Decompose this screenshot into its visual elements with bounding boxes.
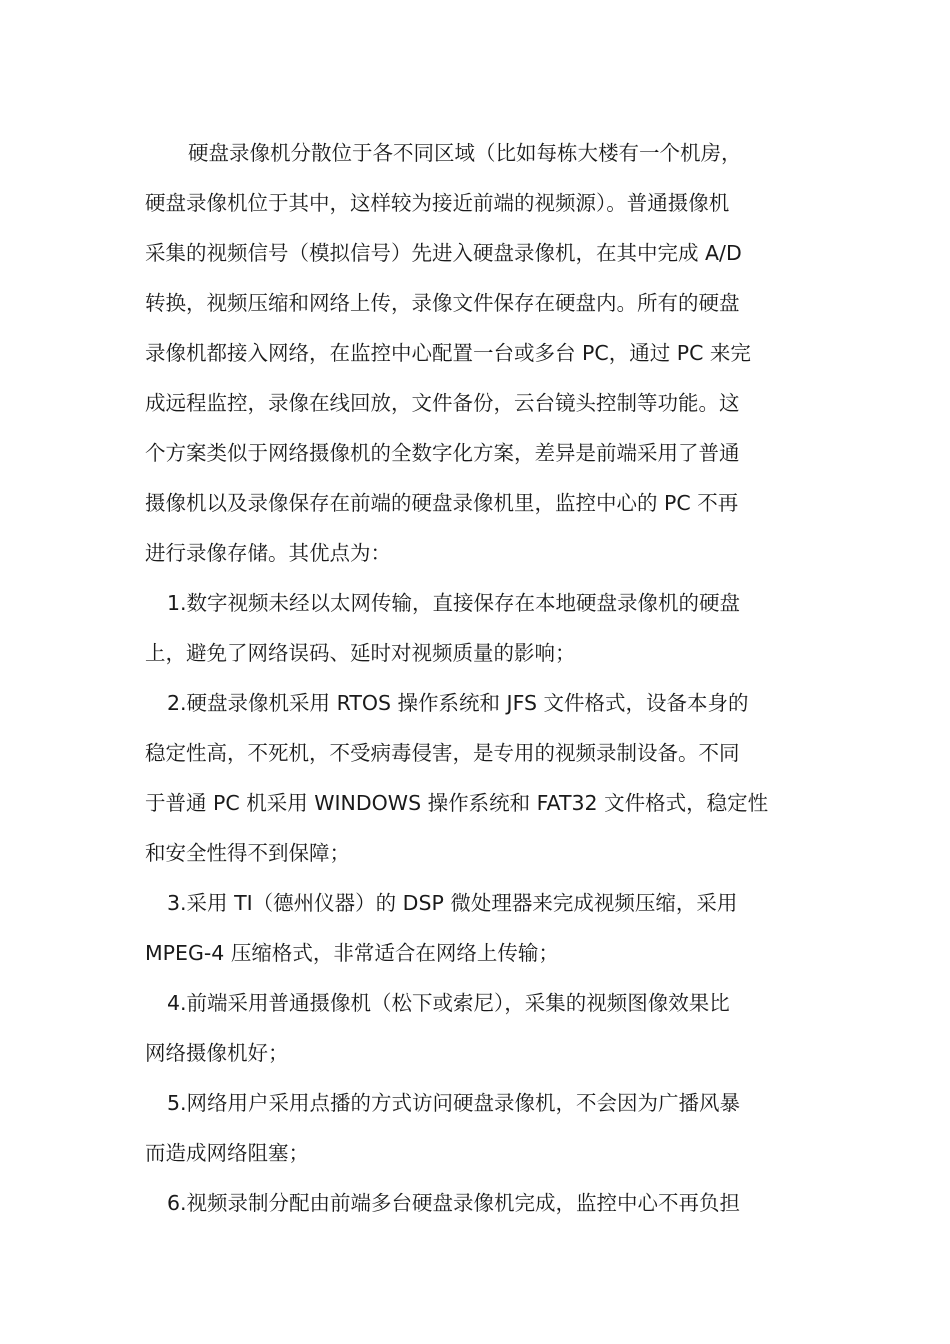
list-item-3 [145,878,810,978]
text-line: MPEG-4 压缩格式，非常适合在网络上传输； [145,941,559,965]
text-line: 硬盘录像机位于其中，这样较为接近前端的视频源）。普通摄像机 [145,191,730,215]
text-line: 和安全性得不到保障； [145,841,350,865]
text-line: 4.前端采用普通摄像机（松下或索尼），采集的视频图像效果比 [167,991,730,1015]
list-item-4 [145,978,810,1078]
text-line: 5.网络用户采用点播的方式访问硬盘录像机，不会因为广播风暴 [167,1091,741,1115]
list-item-6 [145,1178,810,1228]
text-line: 1.数字视频未经以太网传输，直接保存在本地硬盘录像机的硬盘 [167,591,741,615]
text-line: 上，避免了网络误码、延时对视频质量的影响； [145,641,576,665]
text-line: 于普通 PC 机采用 WINDOWS 操作系统和 FAT32 文件格式，稳定性 [145,791,769,815]
text-line: 采集的视频信号（模拟信号）先进入硬盘录像机，在其中完成 A/D [145,241,742,265]
list-item-5 [145,1078,810,1178]
text-line: 而造成网络阻塞； [145,1141,309,1165]
text-line: 转换，视频压缩和网络上传，录像文件保存在硬盘内。所有的硬盘 [145,291,740,315]
text-line: 网络摄像机好； [145,1041,289,1065]
text-line: 摄像机以及录像保存在前端的硬盘录像机里，监控中心的 PC 不再 [145,491,739,515]
text-line: 稳定性高，不死机，不受病毒侵害，是专用的视频录制设备。不同 [145,741,740,765]
text-line: 进行录像存储。其优点为： [145,541,391,565]
text-line: 6.视频录制分配由前端多台硬盘录像机完成，监控中心不再负担 [167,1191,741,1215]
document-body [145,128,810,1228]
text-line: 录像机都接入网络，在监控中心配置一台或多台 PC，通过 PC 来完 [145,341,751,365]
text-line: 2.硬盘录像机采用 RTOS 操作系统和 JFS 文件格式，设备本身的 [167,691,749,715]
text-line: 成远程监控，录像在线回放，文件备份，云台镜头控制等功能。这 [145,391,740,415]
intro-paragraph [145,128,810,578]
text-line: 个方案类似于网络摄像机的全数字化方案，差异是前端采用了普通 [145,441,740,465]
list-item-1 [145,578,810,678]
text-line: 3.采用 TI（德州仪器）的 DSP 微处理器来完成视频压缩，采用 [167,891,738,915]
list-item-2 [145,678,810,878]
text-line: 硬盘录像机分散位于各不同区域（比如每栋大楼有一个机房， [188,141,742,165]
